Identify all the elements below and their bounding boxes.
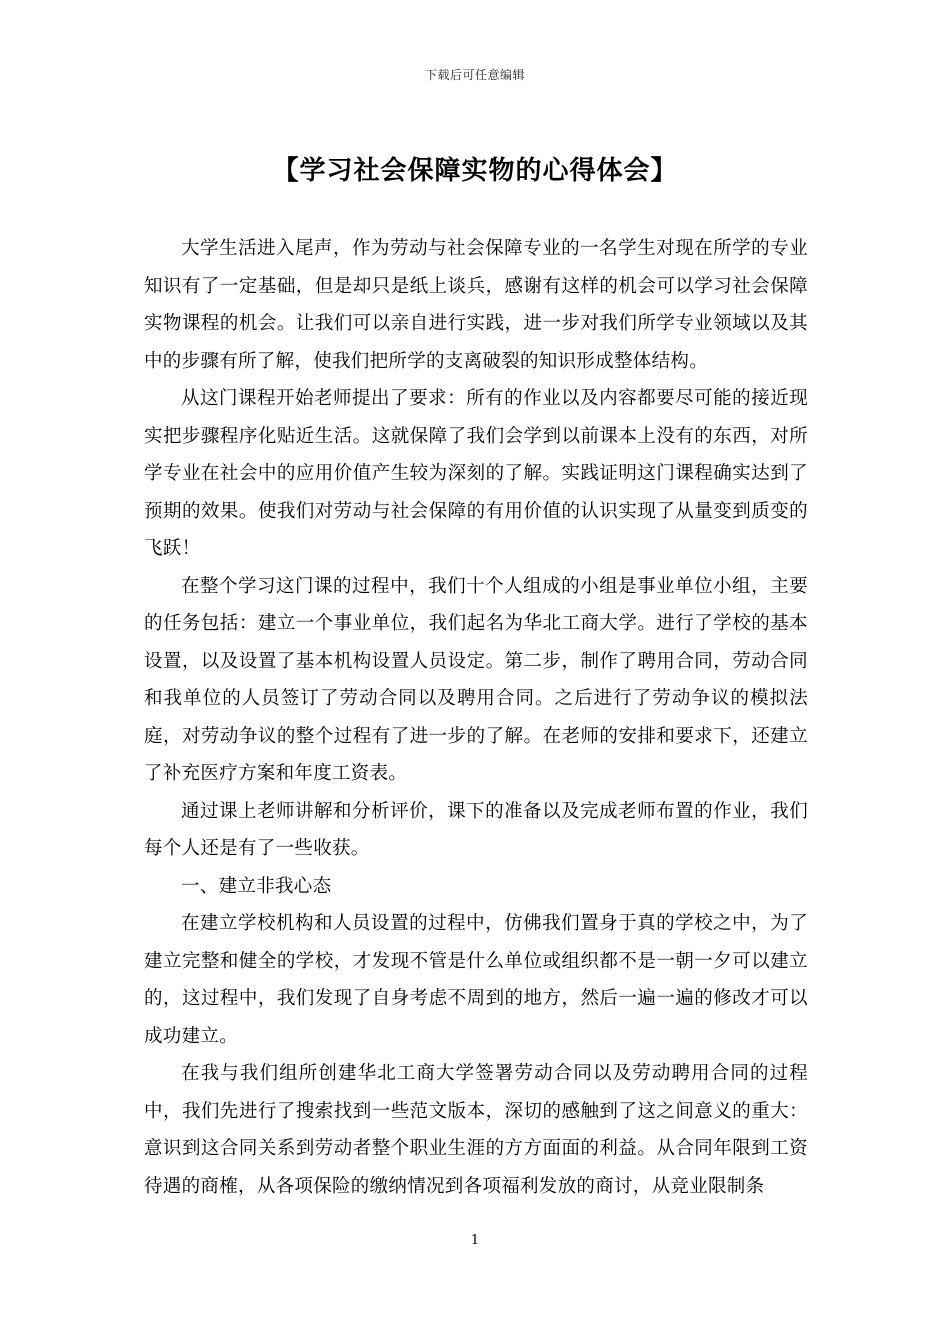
paragraph-gains: 通过课上老师讲解和分析评价，课下的准备以及完成老师布置的作业，我们每个人还是有了一些收获。 [144,800,808,859]
paragraph-school-setup: 在建立学校机构和人员设置的过程中，仿佛我们置身于真的学校之中，为了建立完整和健全的学校，才发现不管是什么单位或组织都不是一朝一夕可以建立的，这过程中，我们发现了自身考虑不周到的地方，然后一遍一遍的修改才可以成功建立。 [144,913,808,1047]
document-title: 【学习社会保障实物的心得体会】 [272,156,678,186]
paragraph-intro: 大学生活进入尾声，作为劳动与社会保障专业的一名学生对现在所学的专业知识有了一定基础，但是却只是纸上谈兵，感谢有这样的机会可以学习社会保障实物课程的机会。让我们可以亲自进行实践，进一步对我们所学专业领域以及其中的步骤有所了解，使我们把所学的支离破裂的知识形成整体结构。 [144,238,808,372]
section-heading: 一、建立非我心态 [181,875,332,897]
page-number: 1 [470,1233,480,1248]
document-body [144,230,808,1205]
header-note: 下载后可任意编辑 [424,68,525,82]
paragraph-group-tasks: 在整个学习这门课的过程中，我们十个人组成的小组是事业单位小组，主要的任务包括：建立一个事业单位，我们起名为华北工商大学。进行了学校的基本设置，以及设置了基本机构设置人员设定。第二步，制作了聘用合同，劳动合同和我单位的人员签订了劳动合同以及聘用合同。之后进行了劳动争议的模拟法庭，对劳动争议的整个过程有了进一步的了解。在老师的安排和要求下，还建立了补充医疗方案和年度工资表。 [144,575,808,784]
paragraph-contracts: 在我与我们组所创建华北工商大学签署劳动合同以及劳动聘用合同的过程中，我们先进行了搜索找到一些范文版本，深切的感触到了这之间意义的重大：意识到这合同关系到劳动者整个职业生涯的方方面面的利益。从合同年限到工资待遇的商榷，从各项保险的缴纳情况到各项福利发放的商讨，从竞业限制条 [144,1063,808,1197]
paragraph-course-requirements: 从这门课程开始老师提出了要求：所有的作业以及内容都要尽可能的接近现实把步骤程序化贴近生活。这就保障了我们会学到以前课本上没有的东西，对所学专业在社会中的应用价值产生较为深刻的了解。实践证明这门课程确实达到了预期的效果。使我们对劳动与社会保障的有用价值的认识实现了从量变到质变的飞跃！ [144,388,808,559]
